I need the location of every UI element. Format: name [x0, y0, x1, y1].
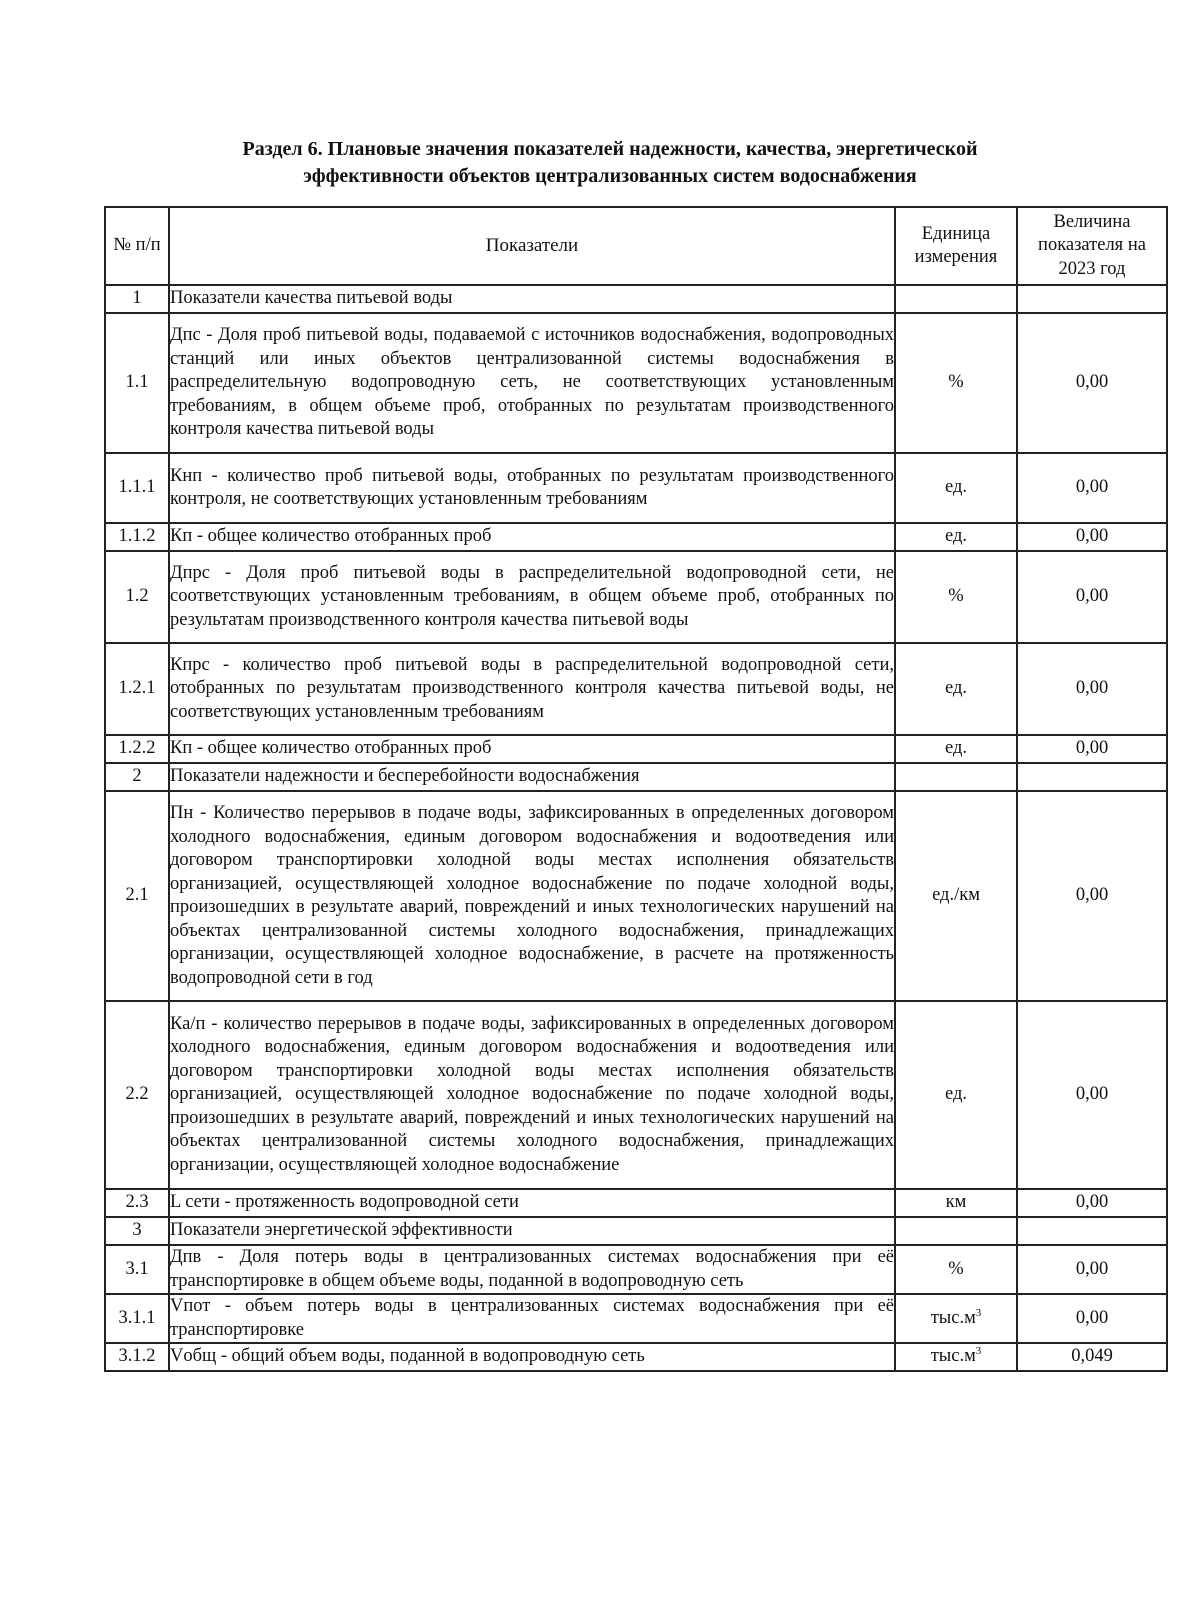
indicator-name: Кнп - количество проб питьевой воды, отобранных по результатам производственного контроля, не соответствующих установленным требованиям [169, 453, 895, 523]
table-row [105, 453, 1167, 523]
indicator-value: 0,00 [1017, 551, 1167, 643]
indicator-unit [895, 1343, 1017, 1371]
table-body [105, 285, 1167, 1371]
indicator-unit [895, 1001, 1017, 1189]
row-number: 2.3 [105, 1189, 169, 1217]
unit-text: % [948, 1258, 964, 1279]
indicator-value: 0,00 [1017, 643, 1167, 735]
unit-text: ед. [944, 678, 967, 699]
unit-superscript: 3 [975, 1345, 982, 1358]
header-name: Показатели [169, 207, 895, 285]
indicator-value: 0,00 [1017, 1294, 1167, 1343]
table-row [105, 313, 1167, 453]
indicator-value: 0,049 [1017, 1343, 1167, 1371]
indicator-value [1017, 763, 1167, 791]
unit-text: ед. [944, 1084, 967, 1105]
unit-superscript: 3 [975, 1306, 982, 1319]
indicator-name: L сети - протяженность водопроводной сети [169, 1189, 895, 1217]
indicator-name: Дпв - Доля потерь воды в централизованных системах водоснабжения при её транспортировке в общем объеме воды, поданной в водопроводную сеть [169, 1245, 895, 1294]
indicator-unit [895, 791, 1017, 1001]
row-number: 3.1 [105, 1245, 169, 1294]
indicator-value: 0,00 [1017, 735, 1167, 763]
table-row [105, 285, 1167, 313]
row-number: 3 [105, 1217, 169, 1245]
table-row [105, 1245, 1167, 1294]
row-number: 3.1.1 [105, 1294, 169, 1343]
row-number: 1.1 [105, 313, 169, 453]
indicator-name: Ка/п - количество перерывов в подаче воды, зафиксированных в определенных договором холодного водоснабжения, единым договором водоснабжения и водоотведения или договором транспортировки холодной воды местах исполнения обязательств организацией, осуществляющей холодное водоснабжение по подаче холодной воды, произошедших в результате аварий, повреждений и иных технологических нарушений на объектах централизованной системы холодного водоснабжения, принадлежащих организации, осуществляющей холодное водоснабжение [169, 1001, 895, 1189]
table-row [105, 1001, 1167, 1189]
indicator-name: Кпрс - количество проб питьевой воды в распределительной водопроводной сети, отобранных по результатам производственного контроля качества питьевой воды, не соответствующих установленным требованиям [169, 643, 895, 735]
table-row [105, 791, 1167, 1001]
indicator-name: Дпрс - Доля проб питьевой воды в распределительной водопроводной сети, не соответствующих установленным требованиям, в общем объеме проб, отобранных по результатам производственного контроля качества питьевой воды [169, 551, 895, 643]
unit-text: ед. [944, 738, 967, 759]
table-row [105, 551, 1167, 643]
row-number: 1.2.2 [105, 735, 169, 763]
row-number: 2.1 [105, 791, 169, 1001]
indicator-name: Vпот - объем потерь воды в централизованных системах водоснабжения при её транспортировке [169, 1294, 895, 1343]
indicator-name: Показатели качества питьевой воды [169, 285, 895, 313]
indicator-name: Пн - Количество перерывов в подаче воды, зафиксированных в определенных договором холодного водоснабжения, единым договором водоснабжения и водоотведения или договором транспортировки холодной воды местах исполнения обязательств организацией, осуществляющей холодное водоснабжение по подаче холодной воды, произошедших в результате аварий, повреждений и иных технологических нарушений на объектах централизованной системы холодного водоснабжения, принадлежащих организации, осуществляющей холодное водоснабжение, в расчете на протяженность водопроводной сети в год [169, 791, 895, 1001]
unit-text: % [948, 372, 964, 393]
indicator-unit [895, 1189, 1017, 1217]
header-value: Величина показателя на 2023 год [1017, 207, 1167, 285]
unit-text: тыс.м [930, 1307, 976, 1328]
row-number: 1.2 [105, 551, 169, 643]
indicator-value: 0,00 [1017, 453, 1167, 523]
indicators-table [104, 206, 1168, 1372]
indicator-name: Показатели надежности и бесперебойности водоснабжения [169, 763, 895, 791]
row-number: 1.1.2 [105, 523, 169, 551]
unit-text: ед. [944, 526, 967, 547]
indicator-unit [895, 735, 1017, 763]
table-row [105, 643, 1167, 735]
indicator-unit [895, 285, 1017, 313]
table-row [105, 1343, 1167, 1371]
indicator-unit [895, 1294, 1017, 1343]
indicator-unit [895, 313, 1017, 453]
indicator-name: Кп - общее количество отобранных проб [169, 523, 895, 551]
indicator-value: 0,00 [1017, 1245, 1167, 1294]
indicator-unit [895, 1217, 1017, 1245]
unit-text: тыс.м [930, 1346, 976, 1367]
row-number: 1.2.1 [105, 643, 169, 735]
page-title-line-2: эффективности объектов централизованных систем водоснабжения [303, 165, 917, 187]
indicator-name: Кп - общее количество отобранных проб [169, 735, 895, 763]
unit-text: % [948, 586, 964, 607]
indicator-value [1017, 285, 1167, 313]
row-number: 3.1.2 [105, 1343, 169, 1371]
row-number: 1 [105, 285, 169, 313]
unit-text: ед./км [932, 885, 980, 906]
indicator-value: 0,00 [1017, 1189, 1167, 1217]
indicator-value [1017, 1217, 1167, 1245]
row-number: 2.2 [105, 1001, 169, 1189]
indicator-name: Показатели энергетической эффективности [169, 1217, 895, 1245]
indicator-value: 0,00 [1017, 1001, 1167, 1189]
indicator-value: 0,00 [1017, 313, 1167, 453]
table-row [105, 1294, 1167, 1343]
table-row [105, 763, 1167, 791]
indicator-unit [895, 643, 1017, 735]
header-unit: Единица измерения [895, 207, 1017, 285]
indicator-name: Дпс - Доля проб питьевой воды, подаваемой с источников водоснабжения, водопроводных станций или иных объектов централизованной системы водоснабжения в распределительную водопроводную сеть, не соответствующих установленным требованиям, в общем объеме проб, отобранных по результатам производственного контроля качества питьевой воды [169, 313, 895, 453]
indicator-value: 0,00 [1017, 523, 1167, 551]
indicator-unit [895, 523, 1017, 551]
page-title-line-1: Раздел 6. Плановые значения показателей надежности, качества, энергетической [242, 138, 978, 160]
indicator-name: Vобщ - общий объем воды, поданной в водопроводную сеть [169, 1343, 895, 1371]
indicator-unit [895, 551, 1017, 643]
row-number: 1.1.1 [105, 453, 169, 523]
indicator-value: 0,00 [1017, 791, 1167, 1001]
indicator-unit [895, 1245, 1017, 1294]
table-header-row [105, 207, 1167, 285]
table-row [105, 1217, 1167, 1245]
table-row [105, 523, 1167, 551]
header-num: № п/п [105, 207, 169, 285]
row-number: 2 [105, 763, 169, 791]
table-row [105, 735, 1167, 763]
unit-text: ед. [944, 477, 967, 498]
indicator-unit [895, 453, 1017, 523]
indicator-unit [895, 763, 1017, 791]
unit-text: км [945, 1192, 967, 1213]
table-row [105, 1189, 1167, 1217]
page-title [120, 136, 1100, 190]
